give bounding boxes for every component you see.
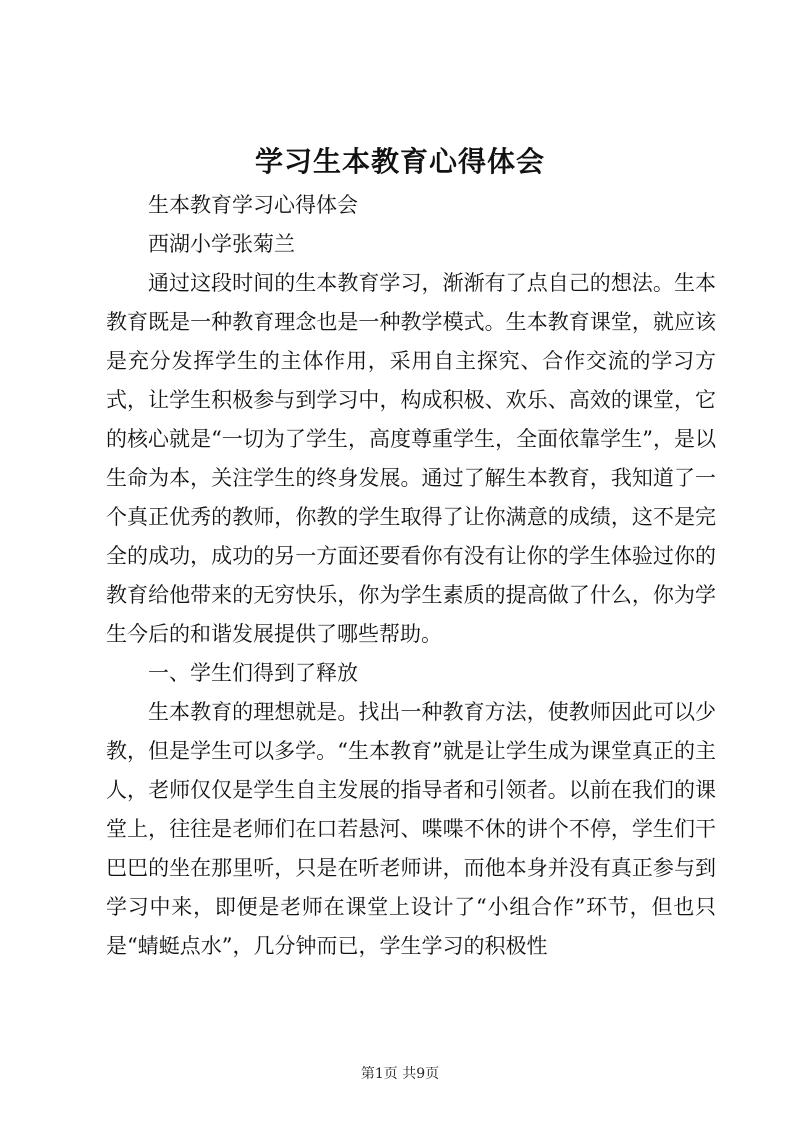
paragraph-section-one: 生本教育的理想就是。找出一种教育方法，使教师因此可以少教，但是学生可以多学。“生本教育”就是让学生成为课堂真正的主人，老师仅仅是学生自主发展的指导者和引领者。以前在我们的课堂上，往往是老师们在口若悬河、喋喋不休的讲个不停，学生们干巴巴的坐在那里听，只是在听老师讲，而他本身并没有真正参与到学习中来，即便是老师在课堂上设计了“小组合作”环节，但也只是“蜻蜓点水”，几分钟而已，学生学习的积极性 bbox=[106, 700, 716, 958]
paragraph-intro: 通过这段时间的生本教育学习，渐渐有了点自己的想法。生本教育既是一种教育理念也是一种教学模式。生本教育课堂，就应该是充分发挥学生的主体作用，采用自主探究、合作交流的学习方式，让学生积极参与到学习中，构成积极、欢乐、高效的课堂，它的核心就是“一切为了学生，高度尊重学生，全面依靠学生”，是以生命为本，关注学生的终身发展。通过了解生本教育，我知道了一个真正优秀的教师，你教的学生取得了让你满意的成绩，这不是完全的成功，成功的另一方面还要看你有没有让你的学生体验过你的教育给他带来的无穷快乐，你为学生素质的提高做了什么，你为学生今后的和谐发展提供了哪些帮助。 bbox=[106, 271, 716, 646]
section-heading: 一、学生们得到了释放 bbox=[148, 661, 358, 685]
author-line: 西湖小学张菊兰 bbox=[148, 232, 295, 256]
document-body bbox=[106, 186, 716, 966]
document-title: 学习生本教育心得体会 bbox=[254, 145, 545, 178]
subtitle-line: 生本教育学习心得体会 bbox=[148, 193, 358, 217]
page-footer: 第1页 共9页 bbox=[360, 1066, 440, 1082]
